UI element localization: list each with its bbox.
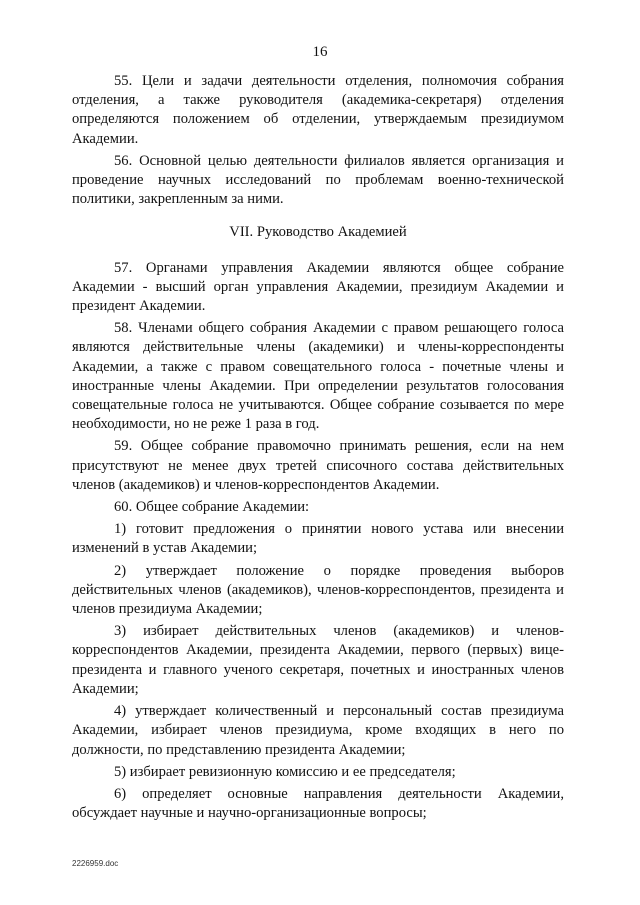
- list-item-1: 1) готовит предложения о принятии нового устава или внесении изменений в устав Академии;: [72, 521, 564, 557]
- page-number: 16: [312, 44, 328, 60]
- paragraph-56: 56. Основной целью деятельности филиалов является организация и проведение научных исследований по проблемам военно-технической политики, закрепленным за ними.: [72, 152, 564, 208]
- list-item-3: 3) избирает действительных членов (академиков) и членов-корреспондентов Академии, президента Академии, первого (первых) вице-президента и главного ученого секретаря, почетных и иностранных членов Академии;: [72, 623, 564, 697]
- paragraph-58: 58. Членами общего собрания Академии с правом решающего голоса являются действительные члены (академики) и члены-корреспонденты Академии, а также с правом совещательного голоса - почетные члены и иностранные члены Академии. При определении результатов голосования совещательные голоса не учитываются. Общее собрание созывается по мере необходимости, но не реже 1 раза в год.: [72, 320, 564, 433]
- section-heading: VII. Руководство Академией: [229, 224, 407, 241]
- list-item-5: 5) избирает ревизионную комиссию и ее председателя;: [114, 763, 456, 780]
- paragraph-59: 59. Общее собрание правомочно принимать решения, если на нем присутствуют не менее двух третей списочного состава действительных членов (академиков) и членов-корреспондентов Академии.: [72, 438, 564, 493]
- list-item-2: 2) утверждает положение о порядке проведения выборов действительных членов (академиков), членов-корреспондентов, президента и членов президиума Академии;: [72, 562, 564, 618]
- file-name-footer: 2226959.doc: [72, 859, 119, 868]
- paragraph-57: 57. Органами управления Академии являются общее собрание Академии - высший орган управления Академии, президиум Академии и президент Академии.: [72, 259, 564, 315]
- paragraph-55: 55. Цели и задачи деятельности отделения, полномочия собрания отделения, а также руководителя (академика-секретаря) отделения определяются положением об отделении, утверждаемым президиумом Академии.: [72, 73, 564, 147]
- list-item-4: 4) утверждает количественный и персональный состав президиума Академии, избирает членов президиума, кроме входящих в него по должности, по представлению президента Академии;: [72, 703, 564, 758]
- paragraph-60: 60. Общее собрание Академии:: [114, 499, 310, 516]
- document-body: [72, 72, 564, 826]
- list-item-6: 6) определяет основные направления деятельности Академии, обсуждает научные и научно-организационные вопросы;: [72, 785, 564, 822]
